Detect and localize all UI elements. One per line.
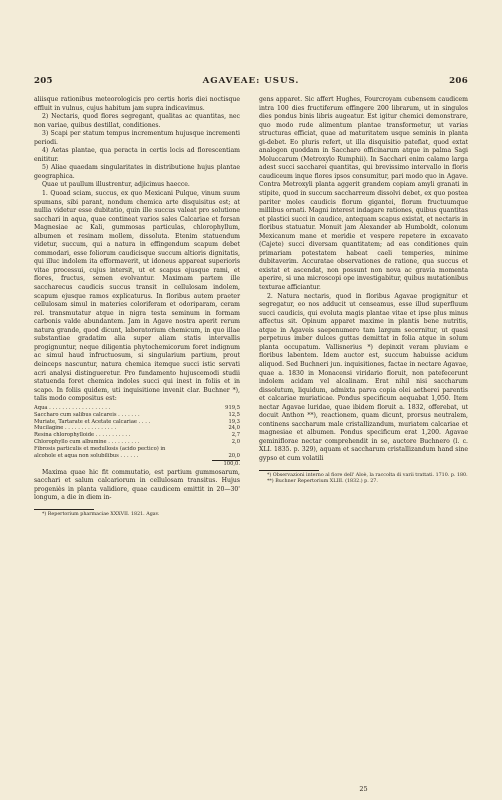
table-row: Mucilagine . . . . . . . . . . . . . . . . 24,0 — [34, 425, 240, 432]
page-number-left: 205 — [34, 76, 53, 86]
right-column — [259, 96, 468, 485]
paragraph: Maxima quae hic fit commutatio, est partium gummosarum, sacchari et salum calcariorum in cellulosam transitus. Hujus progeniès in planta validiore, quae caudicem emittit in 20—30' longum, a die in diem in- — [34, 468, 240, 502]
table-row: Fibrosis particulis et medullosis (acido pectico) in — [34, 446, 166, 453]
table-row: Aqua . . . . . . . . . . . . . . . . . . . 919,5 — [34, 404, 240, 411]
paragraph: 2. Natura nectaris, quod in floribus Agavae progignitur et segregatur, eo nos adducit ut censeamus, esse illud superfluum succi caudicis, qui evoluta magis plantae vitae et ipse plus minus affectus sit. Opinum apparet maxime in plantis bene nutritis, atque in Agaveis saepenumero tam largum secernitur, ut quasi perpetuus imber dulces guttas demittat in folia atque in solum planta occupatum. Vallisnerius *) depinxit veram pluviam e floribus labentem. Idem auctor est, succum habuisse acidum aliquod. Sed Buchneri jun. inquisitiones, factae in nectare Agavae, quae a. 1830 in Monacensi viridario floruit, non patefecerunt indolem acidam vel alcalinam. Erat nihil nisi saccharum dissolutum, liquidum, admixta parva copia olei aetherei parentis et calcariae muriaticae. Pondus specificum aequabat 1,050. Item nectar Agavae luridae, quae ibidem floruit a. 1832, offerebat, ut docuit Anthon **), reactionem, quam dicunt, prorsus neutralem, continens saccharum male cristallizandum, muriatem calcariae et magnesiae et albumen. Pondus specificum erat 1,200. Agavae geminiflorae nectar comprehendit in se, auctore Buchnero (l. c. XLI. 1835. p. 329), aquam et saccharum cristallizandum hand sine gypso et cum volatili — [259, 292, 468, 462]
left-column — [34, 96, 240, 518]
paragraph: gens apparet. Sic affert Hughes, Fourcroyam cubensem caudicem intra 100 dies fructiferum effingere 200 librarum, ut in singulos dies pondus binis libris augeatur. Est igitur chemici demonstrare, quo modo rude alimentum plantae transformetur, ut varias structuras efficiat, quae ad maturitatem usque seminis in planta gi-debet. Eo pluris refert, ut illa disquisitio patefiat, quod extat analogon quoddam in Saccharo officinarum atque in palma Sagi Moluccarum (Metroxylo Rumphii). In Sacchari enim calamo larga adest succi saccharei quantitas, qui brevissimo intervallo in floris caudiceum inque flores ipsos consumitur, pari modo quo in Agave. Contra Metroxyli planta aggerit grandem copiam amyli granati in stipite, quod in succum saccharreum dissolvi debet, ex quo postea pariter moles caudicis florum gigantei, florum fructuumque millibus ornati. Magni interest indagare rationes, quibus quantitas et plastici succi in caudice, antequam scapus existat, et nectaris in floribus statuatur. Monuit jam Alexander ab Humboldt, colonum Mexicanum mane et meridie et vespere repetere in excavato (Cajete) succi diversam quantitatem; ad eas conditiones quin primariam potestatem habeat caeli temperies, minime dubitaverim. Accuratae observationes de ratione, qua succus et existat et ascendat, non possunt non nova ac gravia momenta aperire, si una microscopi ope investigabitur, quibus mutationibus texturae afficiantur. — [259, 96, 468, 292]
paragraph: 2) Nectaris, quod flores segregant, qualitas ac quantitas, nec non variae, quibus destillat, conditiones. — [34, 113, 240, 129]
table-row: Muriate, Tartarate et Acetate calcariae . . . . 19,3 — [34, 418, 240, 425]
running-header — [34, 76, 468, 88]
composition-table — [34, 405, 240, 468]
paragraph: 1. Quoad sciam, succus, ex quo Mexicani Pulque, vinum suum spumans, sibi parant, nondum chemica arte disquisitus est; at nullia videtur esse dubitatio, quin ille succus valeat pro solutione sacchari in aqua, quae contineat varios sales Calcariae et forsan Magnesiae ac Kali, gummosas particulas, chlorophyllum, albumen et resinam mollem, dissoluta. Etenim statuendum videtur, succum, qui a natura in effingendum scapum debet commodari, esse foliorum caudicisque succum altioris dignitatis, qui illuc indolem ita efformaverit, ut idoneus appareat superioris vitae processui, cujus intersit, ut et scapus ejusque rami, et flores, fructus, semen evolvantur. Maximam partem ille saccharecus caudicis succus transit in cellulosam indolem, scapum ejusque ramos explicaturus. In floribus autem praeter cellulosam simul in materies coloriferam et odoriparam, ceram rel. transmutatur atque in nigra testa seminum in formam carbonis valde abundantem. Jam in Agave nostra aperit rerum natura grande, quod dicunt, laboratorium chemicum, in quo illae substantiae gradatim alia super aliam statis intervallis progignuntur, neque diligentia phytochemicorum foret indignum ac simul haud infructuosum, si singularium partium, prout deinceps nascuntur, natura chemica itemque succi istic servati acri analysi distingueretur. Pro fundamento hujuscemodi studii statuenda foret chemica indoles succi qui inest in foliis et in scapo. In foliis quidem, uti inquisitione invenit clar. Buchner *), talis modo compositus est: — [34, 190, 240, 403]
paragraph: Quae ut paullum illustrentur, adjicimus haecce. — [42, 181, 190, 189]
paragraph: aliisque rationibus meteorologicis pro certis horis diei noctisque effluit in vulnus, cujus habitum jam supra indicavimus. — [34, 96, 240, 112]
table-row: Resina chlorophylloide . . . . . . . . . . . 2,7 — [34, 432, 240, 439]
footnote: *) Observazioni interno al fiore dell' Aloè, la raccolta di varii trattati. 1710. p. 180. — [267, 472, 468, 478]
paragraph: 3) Scapi per statum tempus incrementum hujusque incrementi periodi. — [34, 130, 240, 146]
paragraph: 4) Aetas plantae, qua peracta in certis locis ad florescentiam enititur. — [34, 147, 240, 163]
footnote: **) Buchner Repertorium XLIII. (1832.) p. 27. — [267, 478, 378, 484]
footnote-rule — [34, 509, 94, 510]
footnote-rule — [259, 470, 319, 471]
footnote: *) Repertorium pharmaciae XXXVII. 1821. Agav. — [42, 512, 160, 518]
paragraph: 5) Aliae quaedam singularitates in distributione hujus plantae geographica. — [34, 164, 240, 180]
page-number-right: 206 — [449, 76, 468, 86]
running-title: AGAVEAE: USUS. — [202, 76, 300, 86]
table-total: 100,0. — [212, 460, 240, 468]
table-row: alcohole et aqua non solubilibus . . . . . . 20,0 — [34, 453, 240, 460]
table-row: Saccharo cum salibus calcareis . . . . . . . 12,5 — [34, 411, 240, 418]
signature-mark: 25 — [359, 785, 368, 793]
table-row: Chlorophyllo cum albumine . . . . . . . . . . 2,0 — [34, 439, 240, 446]
